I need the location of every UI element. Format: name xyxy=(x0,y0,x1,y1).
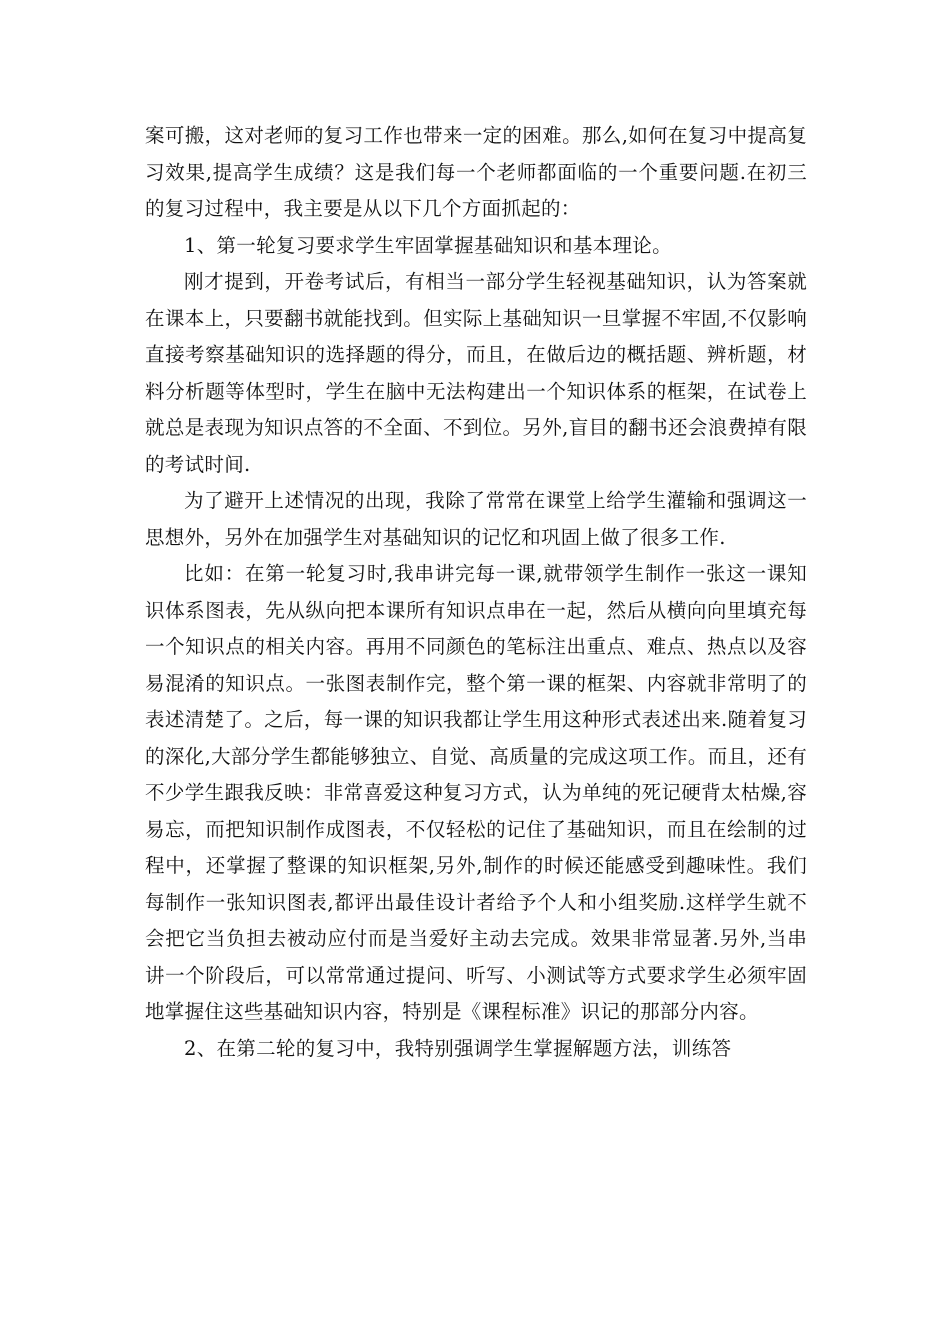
paragraph-5: 比如：在第一轮复习时,我串讲完每一课,就带领学生制作一张这一课知识体系图表，先从纵向把本课所有知识点串在一起，然后从横向向里填充每一个知识点的相关内容。再用不同颜色的笔标注出重点、难点、热点以及容易混淆的知识点。一张图表制作完，整个第一课的框架、内容就非常明了的表述清楚了。之后，每一课的知识我都让学生用这种形式表述出来.随着复习的深化,大部分学生都能够独立、自觉、高质量的完成这项工作。而且，还有不少学生跟我反映：非常喜爱这种复习方式，认为单纯的死记硬背太枯燥,容易忘，而把知识制作成图表，不仅轻松的记住了基础知识，而且在绘制的过程中，还掌握了整课的知识框架,另外,制作的时候还能感受到趣味性。我们每制作一张知识图表,都评出最佳设计者给予个人和小组奖励.这样学生就不会把它当负担去被动应付而是当爱好主动去完成。效果非常显著.另外,当串讲一个阶段后，可以常常通过提问、听写、小测试等方式要求学生必须牢固地掌握住这些基础知识内容，特别是《课程标准》识记的那部分内容。 xyxy=(145,562,807,1023)
paragraph-1: 案可搬，这对老师的复习工作也带来一定的困难。那么,如何在复习中提高复习效果,提高学生成绩？这是我们每一个老师都面临的一个重要问题.在初三的复习过程中，我主要是从以下几个方面抓起的： xyxy=(145,124,807,220)
paragraph-3: 刚才提到，开卷考试后，有相当一部分学生轻视基础知识，认为答案就在课本上，只要翻书就能找到。但实际上基础知识一旦掌握不牢固,不仅影响直接考察基础知识的选择题的得分，而且，在做后边的概括题、辨析题，材料分析题等体型时，学生在脑中无法构建出一个知识体系的框架，在试卷上就总是表现为知识点答的不全面、不到位。另外,盲目的翻书还会浪费掉有限的考试时间. xyxy=(145,270,807,476)
paragraph-4: 为了避开上述情况的出现，我除了常常在课堂上给学生灌输和强调这一思想外，另外在加强学生对基础知识的记忆和巩固上做了很多工作. xyxy=(145,489,807,549)
document-body xyxy=(145,118,807,1067)
paragraph-6: 2、在第二轮的复习中，我特别强调学生掌握解题方法，训练答 xyxy=(184,1036,732,1060)
paragraph-2: 1、第一轮复习要求学生牢固掌握基础知识和基本理论。 xyxy=(184,233,672,257)
